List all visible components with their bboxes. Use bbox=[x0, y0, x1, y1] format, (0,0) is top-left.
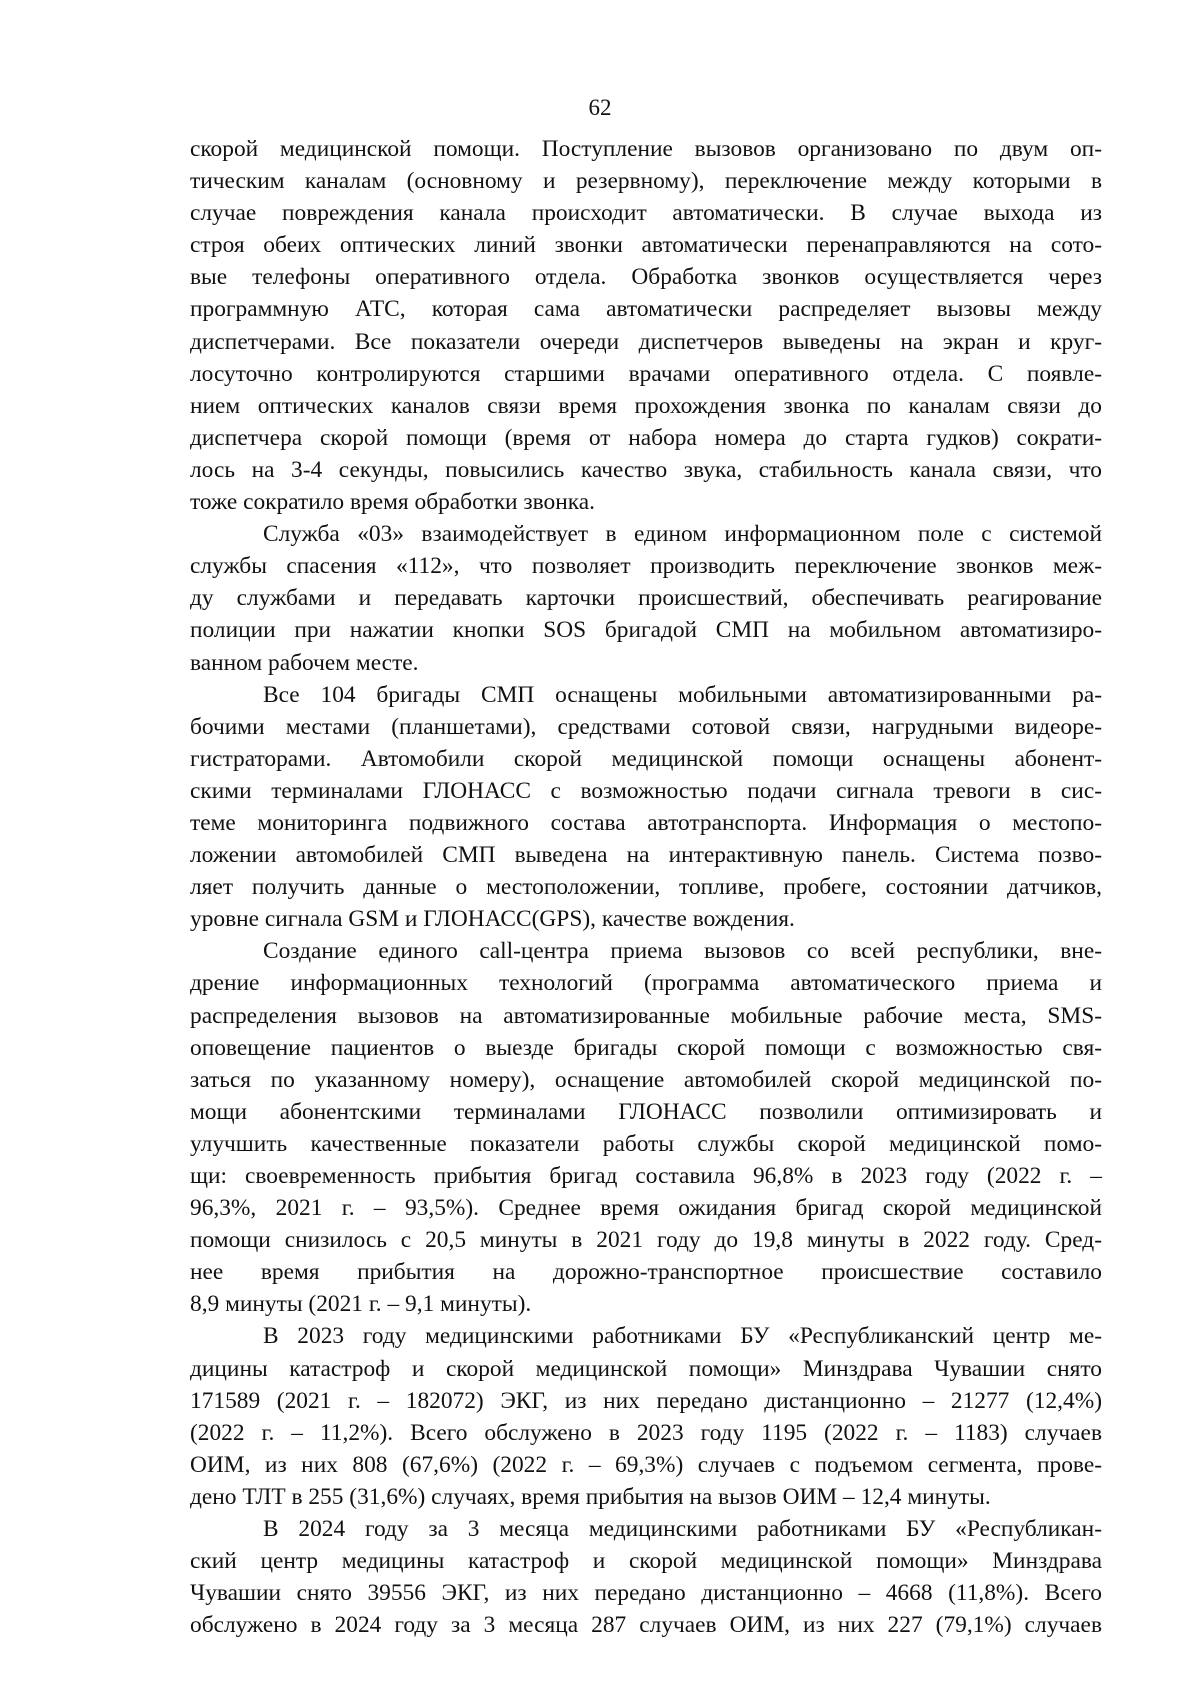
text-line: службы спасения «112», что позволяет производить переключение звонков меж- bbox=[190, 553, 1102, 580]
text-line: ляет получить данные о местоположении, топливе, пробеге, состоянии датчиков, bbox=[190, 874, 1102, 901]
text-line: щи: своевременность прибытия бригад составила 96,8% в 2023 году (2022 г. – bbox=[190, 1163, 1102, 1189]
text-line: дрение информационных технологий (программа автоматического приема и bbox=[190, 970, 1102, 997]
text-line: В 2023 году медицинскими работниками БУ «Республиканский центр ме- bbox=[263, 1323, 1102, 1350]
text-line: (2022 г. – 11,2%). Всего обслужено в 2023 году 1195 (2022 г. – 1183) случаев bbox=[190, 1419, 1102, 1446]
paragraph-p5 bbox=[190, 1320, 1102, 1513]
text-line: ложении автомобилей СМП выведена на интерактивную панель. Система позво- bbox=[190, 842, 1102, 869]
paragraph-p4 bbox=[190, 935, 1102, 1320]
page-number: 62 bbox=[588, 95, 612, 120]
text-line: ванном рабочем месте. bbox=[190, 649, 419, 676]
paragraph-p1 bbox=[190, 133, 1102, 518]
body-text bbox=[190, 133, 1102, 1641]
text-line: теме мониторинга подвижного состава автотранспорта. Информация о местопо- bbox=[190, 809, 1102, 836]
text-line: тическим каналам (основному и резервному), переключение между которыми в bbox=[190, 168, 1102, 195]
text-line: Чувашии снято 39556 ЭКГ, из них передано дистанционно – 4668 (11,8%). Всего bbox=[190, 1580, 1102, 1607]
text-line: бочими местами (планшетами), средствами сотовой связи, нагрудными видеоре- bbox=[190, 713, 1102, 740]
paragraph-p6 bbox=[190, 1513, 1102, 1641]
text-line: ОИМ, из них 808 (67,6%) (2022 г. – 69,3%) случаев с подъемом сегмента, прове- bbox=[190, 1451, 1102, 1478]
text-line: 8,9 минуты (2021 г. – 9,1 минуты). bbox=[190, 1291, 532, 1318]
paragraph-p2 bbox=[190, 518, 1102, 678]
text-line: оповещение пациентов о выезде бригады скорой помощи с возможностью свя- bbox=[190, 1034, 1102, 1061]
text-line: лось на 3-4 секунды, повысились качество звука, стабильность канала связи, что bbox=[190, 456, 1102, 483]
text-line: полиции при нажатии кнопки SOS бригадой СМП на мобильном автоматизиро- bbox=[190, 617, 1102, 644]
text-line: лосуточно контролируются старшими врачами оперативного отдела. С появле- bbox=[190, 360, 1102, 387]
text-line: диспетчера скорой помощи (время от набора номера до старта гудков) сократи- bbox=[190, 424, 1102, 451]
text-line: диспетчерами. Все показатели очереди диспетчеров выведены на экран и круг- bbox=[190, 328, 1102, 355]
text-line: помощи снизилось с 20,5 минуты в 2021 году до 19,8 минуты в 2022 году. Сред- bbox=[190, 1227, 1102, 1254]
text-line: гистраторами. Автомобили скорой медицинской помощи оснащены абонент- bbox=[190, 745, 1102, 772]
text-line: ский центр медицины катастроф и скорой медицинской помощи» Минздрава bbox=[190, 1548, 1102, 1575]
text-line: нее время прибытия на дорожно-транспортное происшествие составило bbox=[190, 1259, 1102, 1286]
text-line: скорой медицинской помощи. Поступление вызовов организовано по двум оп- bbox=[190, 136, 1102, 162]
text-line: случае повреждения канала происходит автоматически. В случае выхода из bbox=[190, 200, 1102, 227]
text-line: ду службами и передавать карточки происшествий, обеспечивать реагирование bbox=[190, 585, 1102, 612]
text-line: тоже сократило время обработки звонка. bbox=[190, 489, 595, 516]
text-line: заться по указанному номеру), оснащение автомобилей скорой медицинской по- bbox=[190, 1066, 1102, 1093]
text-line: вые телефоны оперативного отдела. Обработка звонков осуществляется через bbox=[190, 264, 1102, 291]
text-line: дицины катастроф и скорой медицинской помощи» Минздрава Чувашии снято bbox=[190, 1355, 1102, 1382]
paragraph-p3 bbox=[190, 679, 1102, 936]
text-line: улучшить качественные показатели работы службы скорой медицинской помо- bbox=[190, 1130, 1102, 1157]
text-line: Создание единого call-центра приема вызовов со всей республики, вне- bbox=[263, 938, 1102, 965]
text-line: программную АТС, которая сама автоматически распределяет вызовы между bbox=[190, 296, 1102, 323]
text-line: строя обеих оптических линий звонки автоматически перенаправляются на сото- bbox=[190, 232, 1102, 259]
text-line: уровне сигнала GSM и ГЛОНАСС(GPS), качестве вождения. bbox=[190, 906, 795, 933]
text-line: 96,3%, 2021 г. – 93,5%). Среднее время ожидания бригад скорой медицинской bbox=[190, 1195, 1102, 1222]
text-line: Служба «03» взаимодействует в едином информационном поле с системой bbox=[263, 521, 1102, 548]
text-line: 171589 (2021 г. – 182072) ЭКГ, из них передано дистанционно – 21277 (12,4%) bbox=[190, 1387, 1102, 1414]
text-line: дено ТЛТ в 255 (31,6%) случаях, время прибытия на вызов ОИМ – 12,4 минуты. bbox=[190, 1483, 991, 1510]
text-line: распределения вызовов на автоматизированные мобильные рабочие места, SMS- bbox=[190, 1002, 1102, 1029]
text-line: В 2024 году за 3 месяца медицинскими работниками БУ «Республикан- bbox=[263, 1516, 1102, 1543]
text-line: обслужено в 2024 году за 3 месяца 287 случаев ОИМ, из них 227 (79,1%) случаев bbox=[190, 1612, 1102, 1639]
text-line: нием оптических каналов связи время прохождения звонка по каналам связи до bbox=[190, 392, 1102, 419]
text-line: мощи абонентскими терминалами ГЛОНАСС позволили оптимизировать и bbox=[190, 1098, 1102, 1125]
text-line: скими терминалами ГЛОНАСС с возможностью подачи сигнала тревоги в сис- bbox=[190, 777, 1102, 804]
text-line: Все 104 бригады СМП оснащены мобильными автоматизированными ра- bbox=[263, 681, 1102, 708]
